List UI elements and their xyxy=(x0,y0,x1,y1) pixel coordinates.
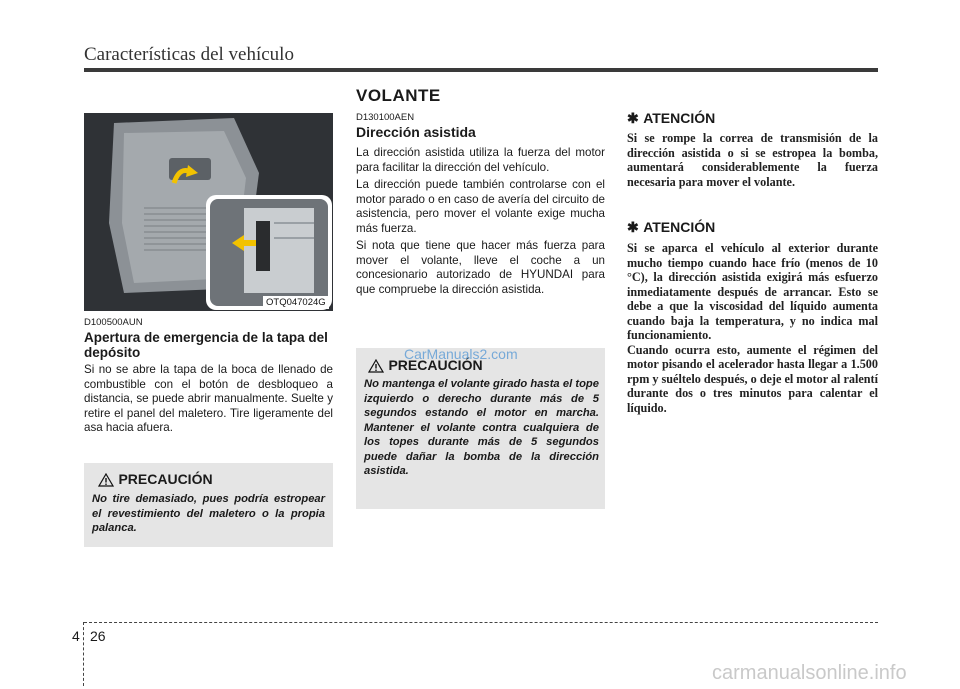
attention-text-2 xyxy=(627,241,878,415)
fuel-door-paragraph: Si no se abre la tapa de la boca de llenado de combustible con el botón de desbloqueo a distancia, se puede abrir manualmente. Suelte y retire el panel del maletero. Tire ligeramente del asa hacia afuera. xyxy=(84,363,333,434)
trunk-panel-photo xyxy=(84,113,333,311)
watermark-text: CarManuals2.com xyxy=(404,346,518,362)
footer-site-watermark: carmanualsonline.info xyxy=(712,662,907,684)
caution-title-middle: PRECAUCIÓN xyxy=(388,357,483,373)
caution-text-left: No tire demasiado, pues podría estropear el revestimiento del maletero o la propia palanca. xyxy=(92,493,325,534)
fuel-door-body xyxy=(84,363,333,439)
power-steering-heading: Dirección asistida xyxy=(356,124,476,140)
attention-title-2: ATENCIÓN xyxy=(643,219,716,235)
footer-rule xyxy=(84,622,878,623)
chapter-number: 4 xyxy=(72,628,80,644)
chapter-header-title: Características del vehículo xyxy=(84,44,294,65)
section-code-middle: D130100AEN xyxy=(356,112,415,123)
footer-divider xyxy=(83,622,84,686)
attention-title-1: ATENCIÓN xyxy=(643,110,716,126)
warning-triangle-icon xyxy=(368,359,384,373)
photo-label: OTQ047024G xyxy=(263,296,329,309)
power-steering-body xyxy=(356,146,605,300)
attention-text-1: Si se rompe la correa de transmisión de la dirección asistida o si se estropea la bomba, aumentará considerablemente la fuerza necesaria para mover el volante. xyxy=(627,131,878,189)
caution-text-middle: No mantenga el volante girado hasta el tope izquierdo o derecho durante más de 5 segundos estando el motor en marcha. Mantener el volante contra cualquiera de los topes durante más de 5 segundos puede dañar la bomba de la dirección asistida. xyxy=(364,378,599,477)
star-icon: ✱ xyxy=(627,110,639,126)
attention-heading-2 xyxy=(627,219,715,237)
attention-text-2a: Si se aparca el vehículo al exterior durante mucho tiempo cuando hace frío (menos de 10 °C), la dirección asistida exigirá más esfuerzo inmediatamente después de arrancar. Esto se debe a que la viscosidad del líquido aumenta cuando baja la temperatura, y no indica mal funcionamiento. xyxy=(627,241,878,342)
page-number: 26 xyxy=(90,628,106,644)
power-steering-para-3: Si nota que tiene que hacer más fuerza para mover el volante, lleve el coche a un concesionario autorizado de HYUNDAI para que compruebe la dirección asistida. xyxy=(356,239,605,296)
trunk-panel-illustration xyxy=(84,113,333,311)
attention-text-2b: Cuando ocurra esto, aumente el régimen del motor pisando el acelerador hasta llegar a 1.500 rpm y suéltelo después, o deje el motor al ralentí durante dos o tres minutos para calentar el líquido. xyxy=(627,342,878,415)
caution-box-left xyxy=(84,463,333,547)
caution-box-middle xyxy=(356,348,605,509)
header-rule xyxy=(84,68,878,72)
section-code: D100500AUN xyxy=(84,317,143,328)
caution-heading-left xyxy=(98,471,213,489)
section-title: VOLANTE xyxy=(356,86,441,105)
star-icon: ✱ xyxy=(627,219,639,235)
caution-title-left: PRECAUCIÓN xyxy=(118,471,213,487)
power-steering-para-1: La dirección asistida utiliza la fuerza del motor para facilitar la dirección del vehículo. xyxy=(356,146,605,174)
warning-triangle-icon xyxy=(98,473,114,487)
fuel-door-heading: Apertura de emergencia de la tapa del depósito xyxy=(84,330,328,360)
power-steering-para-2: La dirección puede también controlarse con el motor parado o en caso de avería del circuito de asistencia, pero mover el volante exige mucha más fuerza. xyxy=(356,178,605,235)
attention-heading-1 xyxy=(627,110,715,128)
